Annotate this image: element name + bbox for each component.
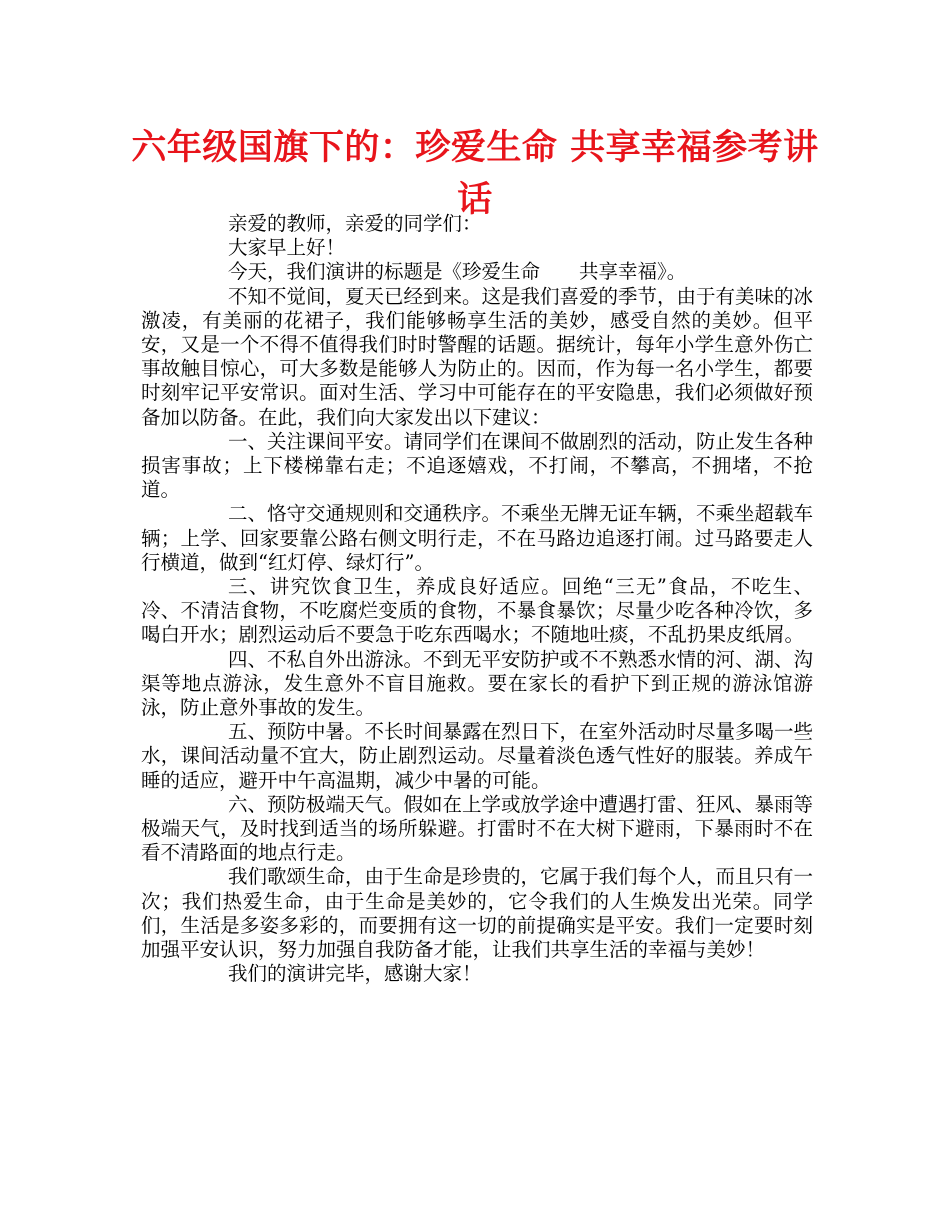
paragraph-greeting: 亲爱的教师，亲爱的同学们： [228, 212, 482, 235]
paragraph-suggestion-2: 二、恪守交通规则和交通秩序。不乘坐无牌无证车辆，不乘坐超载车辆；上学、回家要靠公路右侧文明行走，不在马路边追逐打闹。过马路要走人行横道，做到“红灯停、绿灯行”。 [141, 502, 814, 574]
paragraph-suggestion-4: 四、不私自外出游泳。不到无平安防护或不不熟悉水情的河、湖、沟渠等地点游泳，发生意外不盲目施救。要在家长的看护下到正规的游泳馆游泳，防止意外事故的发生。 [141, 647, 814, 720]
paragraph-suggestion-6: 六、预防极端天气。假如在上学或放学途中遭遇打雷、狂风、暴雨等极端天气，及时找到适当的场所躲避。打雷时不在大树下避雨，下暴雨时不在看不清路面的地点行走。 [141, 792, 814, 865]
document-body [141, 212, 813, 987]
document-title: 六年级国旗下的：珍爱生命 共享幸福参考讲话 [131, 128, 819, 220]
paragraph-closing: 我们的演讲完毕，感谢大家！ [228, 962, 482, 986]
paragraph-suggestion-1: 一、关注课间平安。请同学们在课间不做剧烈的活动，防止发生各种损害事故；上下楼梯靠右走；不追逐嬉戏，不打闹，不攀高，不拥堵，不抢道。 [141, 429, 814, 502]
paragraph-morning: 大家早上好！ [228, 236, 346, 260]
paragraph-intro: 不知不觉间，夏天已经到来。这是我们喜爱的季节，由于有美味的冰激凌，有美丽的花裙子，我们能够畅享生活的美妙，感受自然的美妙。但平安，又是一个不得不值得我们时时警醒的话题。据统计，每年小学生意外伤亡事故触目惊心，可大多数是能够人为防止的。因而，作为每一名小学生，都要时刻牢记平安常识。面对生活、学习中可能存在的平安隐患，我们必须做好预备加以防备。在此，我们向大家发出以下建议： [141, 284, 814, 429]
paragraph-suggestion-3: 三、讲究饮食卫生，养成良好适应。回绝“三无”食品，不吃生、冷、不清洁食物，不吃腐烂变质的食物，不暴食暴饮；尽量少吃各种冷饮，多喝白开水；剧烈运动后不要急于吃东西喝水；不随地吐痰，不乱扔果皮纸屑。 [141, 575, 813, 647]
paragraph-topic: 今天，我们演讲的标题是《珍爱生命 共享幸福》。 [228, 260, 687, 284]
paragraph-conclusion: 我们歌颂生命，由于生命是珍贵的，它属于我们每个人，而且只有一次；我们热爱生命，由于生命是美妙的，它令我们的人生焕发出光荣。同学们，生活是多姿多彩的，而要拥有这一切的前提确实是平安。我们一定要时刻加强平安认识，努力加强自我防备才能，让我们共享生活的幸福与美妙！ [141, 865, 814, 962]
paragraph-suggestion-5: 五、预防中暑。不长时间暴露在烈日下，在室外活动时尽量多喝一些水，课间活动量不宜大，防止剧烈运动。尽量着淡色透气性好的服装。养成午睡的适应，避开中午高温期，减少中暑的可能。 [141, 720, 814, 792]
